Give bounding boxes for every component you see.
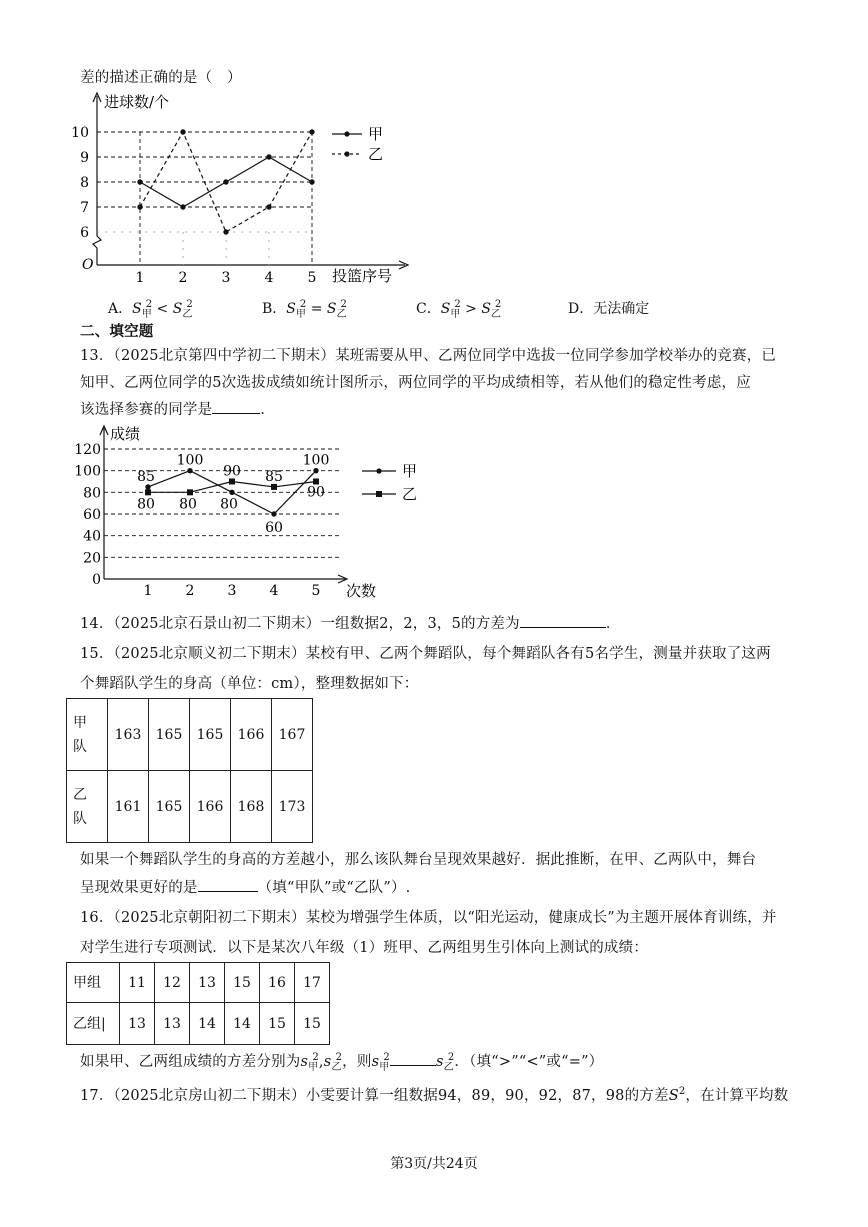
- q16-line3: 如果甲、乙两组成绩的方差分别为$s_甲^2,s_乙^2$，则$s_甲^2$ $s_乙^2$．（填“>”“<”或“=”）: [80, 1052, 604, 1073]
- chart2-xtick: 1: [143, 583, 153, 599]
- chart2-data-label-jia: 100: [302, 452, 330, 469]
- chart1-point: [223, 229, 228, 234]
- chart1-point: [223, 179, 228, 184]
- chart2-data-label-yi: 90: [307, 484, 325, 501]
- legend2-jia-label: 甲: [402, 462, 418, 480]
- chart2-ytick: 60: [83, 507, 101, 523]
- chart1-ytick: 7: [80, 200, 89, 216]
- q13-line3-text: 该选择参赛的同学是: [80, 402, 213, 418]
- q16-line3-mid: ，则: [342, 1054, 372, 1070]
- q15-line4-tail: （填“甲队”或“乙队”）.: [257, 880, 411, 896]
- chart2-data-label-jia: 85: [137, 468, 155, 485]
- chart2-data-label-yi: 90: [223, 463, 241, 480]
- chart1-xtick: 3: [221, 270, 231, 286]
- chart2-data-label-jia: 80: [220, 496, 238, 513]
- q13-answer-blank[interactable]: [212, 401, 260, 414]
- table-row: [67, 963, 330, 1003]
- chart1-xtick: 1: [135, 270, 145, 286]
- q16-line1: 16．（2025北京朝阳初二下期末）某校为增强学生体质，以“阳光运动，健康成长”为主题开展体育训练，并: [80, 910, 777, 926]
- q16-answer-blank[interactable]: [390, 1053, 436, 1066]
- group-cell: 乙组|: [67, 1003, 120, 1045]
- chart2-xlabel: 次数: [346, 582, 377, 600]
- chart1-xtick: 2: [178, 270, 188, 286]
- table-cell: 15: [295, 1003, 330, 1045]
- table-cell: 163: [108, 699, 149, 771]
- chart1-ytick: 9: [80, 150, 89, 166]
- chart2-data-label-yi: 85: [265, 468, 283, 485]
- chart2-data-label-jia: 100: [176, 452, 204, 469]
- q14-line: 14．（2025北京石景山初二下期末）一组数据2，2，3，5的方差为 ．: [80, 616, 621, 632]
- q12-choices: [0, 298, 868, 318]
- legend2-yi-marker: [376, 491, 382, 497]
- table-row: [67, 771, 313, 843]
- choice-d-text: 无法确定: [593, 301, 650, 317]
- chart1-xlabel: 投篮序号: [332, 267, 393, 285]
- choice-c[interactable]: C．$S_甲^2 > S_乙^2$: [416, 299, 502, 320]
- chart1-point: [309, 129, 314, 134]
- chart1-xtick: 5: [307, 270, 317, 286]
- table-cell: 165: [190, 699, 231, 771]
- table-cell: 161: [108, 771, 149, 843]
- q15-line3: 如果一个舞蹈队学生的身高的方差越小，那么该队舞台呈现效果越好．据此推断，在甲、乙两队中，舞台: [80, 852, 757, 868]
- chart2-xtick: 2: [185, 583, 195, 599]
- chart2-ytick: 80: [83, 485, 101, 502]
- chart1-point: [266, 154, 271, 159]
- chart2-point-jia: [271, 511, 276, 516]
- chart2-point-jia: [229, 490, 234, 495]
- group-cell: 甲组: [67, 963, 120, 1003]
- chart-basketball-goals: [70, 88, 430, 288]
- q15-line1: 15．（2025北京顺义初二下期末）某校有甲、乙两个舞蹈队，每个舞蹈队各有5名学生，测量并获取了这两: [80, 646, 771, 662]
- chart1-ytick: 8: [80, 175, 89, 191]
- chart1-tick-labels: [71, 125, 316, 286]
- table-cell: 13: [190, 963, 225, 1003]
- table-cell: 165: [149, 699, 190, 771]
- q14-text: 14．（2025北京石景山初二下期末）一组数据2，2，3，5的方差为: [80, 616, 520, 632]
- chart2-xtick: 3: [227, 583, 237, 599]
- chart1-origin: O: [82, 257, 94, 273]
- choice-b-label: B．: [262, 301, 287, 317]
- table-cell: 13: [120, 1003, 155, 1045]
- table-cell: 12: [155, 963, 190, 1003]
- chart1-ytick: 10: [71, 125, 89, 141]
- chart2-legend: [362, 462, 417, 503]
- chart1-point: [309, 179, 314, 184]
- q12-question-tail: 差的描述正确的是（ ）: [80, 70, 242, 86]
- choice-a-label: A．: [108, 301, 133, 317]
- chart2-data-label-yi: 80: [179, 496, 197, 513]
- chart2-ytick: 120: [74, 442, 101, 458]
- q15-line4-text: 呈现效果更好的是: [80, 880, 198, 896]
- q16-line3-text: 如果甲、乙两组成绩的方差分别为: [80, 1054, 301, 1070]
- legend2-jia-marker: [376, 468, 381, 473]
- chart2-ytick: 100: [74, 463, 101, 480]
- chart-score-comparison: [70, 422, 440, 602]
- q15-line2: 个舞蹈队学生的身高（单位：cm），整理数据如下：: [80, 676, 419, 692]
- legend-yi-marker: [344, 151, 349, 156]
- chart2-data-label-yi: 80: [137, 496, 155, 513]
- q17-text: 17．（2025北京房山初二下期末）小雯要计算一组数据94，89，90，92，87，98的方差: [80, 1088, 669, 1104]
- table-cell: 15: [260, 1003, 295, 1045]
- table-cell: 13: [155, 1003, 190, 1045]
- q15-line4: [80, 876, 410, 897]
- legend-jia-label: 甲: [368, 125, 384, 143]
- q17-tail: ，在计算平均数: [685, 1088, 789, 1104]
- choice-a[interactable]: A．$S_甲^2 < S_乙^2$: [108, 299, 193, 320]
- chart2-ytick: 0: [92, 572, 101, 588]
- q13-line3: 该选择参赛的同学是 ．: [80, 402, 276, 418]
- chart1-legend: [332, 125, 383, 163]
- chart1-gridlines: [97, 132, 312, 265]
- chart2-xtick: 5: [311, 583, 321, 599]
- chart2-data-label-jia: 60: [265, 520, 283, 536]
- chart2-ytick: 20: [83, 550, 101, 567]
- choice-d[interactable]: [568, 298, 649, 318]
- chart1-point: [180, 129, 185, 134]
- table-row: [67, 699, 313, 771]
- chart1-point: [266, 204, 271, 209]
- table-row: [67, 1003, 330, 1045]
- table-cell: 167: [272, 699, 313, 771]
- legend2-yi-label: 乙: [402, 485, 418, 503]
- table-cell: 173: [272, 771, 313, 843]
- chart1-xtick: 4: [264, 270, 274, 286]
- team-cell: 乙 队: [67, 771, 108, 843]
- q13-line2: 知甲、乙两位同学的5次选拔成绩如统计图所示，两位同学的平均成绩相等，若从他们的稳定性考虑，应: [80, 375, 751, 391]
- chart2-point-yi: [187, 489, 193, 495]
- table-cell: 15: [225, 963, 260, 1003]
- team-cell: 甲 队: [67, 699, 108, 771]
- chart2-xtick: 4: [269, 583, 279, 599]
- table-cell: 168: [231, 771, 272, 843]
- chart1-axis-break: [93, 236, 101, 248]
- table-cell: 166: [231, 699, 272, 771]
- chart2-ylabel: 成绩: [110, 425, 141, 443]
- table-cell: 166: [190, 771, 231, 843]
- chart1-ylabel: 进球数/个: [104, 93, 170, 111]
- legend-jia-marker: [344, 131, 349, 136]
- chart1-ytick: 6: [80, 225, 89, 241]
- chart1-point: [180, 204, 185, 209]
- q15-answer-blank[interactable]: [198, 879, 258, 892]
- q16-line2: 对学生进行专项测试．以下是某次八年级（1）班甲、乙两组男生引体向上测试的成绩：: [80, 940, 649, 956]
- chart2-point-jia: [145, 484, 150, 489]
- table-cell: 14: [225, 1003, 260, 1045]
- section-fill-in-title: 二、填空题: [80, 323, 154, 340]
- table-cell: 16: [260, 963, 295, 1003]
- q14-answer-blank[interactable]: [520, 615, 606, 628]
- choice-b[interactable]: B．$S_甲^2 = S_乙^2$: [262, 299, 347, 320]
- table-cell: 165: [149, 771, 190, 843]
- q13-line1: 13．（2025北京第四中学初二下期末）某班需要从甲、乙两位同学中选拔一位同学参加学校举办的竞赛，已: [80, 348, 777, 364]
- chart2-ytick: 40: [83, 528, 101, 545]
- choice-d-label: D．: [568, 301, 594, 317]
- chart1-point: [137, 204, 142, 209]
- page-footer: 第3页/共24页: [390, 1156, 478, 1172]
- table-cell: 14: [190, 1003, 225, 1045]
- q17-line1: 17．（2025北京房山初二下期末）小雯要计算一组数据94，89，90，92，87，98的方差$S^2$，在计算平均数: [80, 1086, 789, 1104]
- chart1-point: [137, 179, 142, 184]
- table-cell: 17: [295, 963, 330, 1003]
- chart2-point-jia: [313, 468, 318, 473]
- q16-pullup-table: [66, 962, 330, 1045]
- q15-height-table: [66, 698, 313, 843]
- legend-yi-label: 乙: [368, 145, 384, 163]
- chart2-point-jia: [187, 468, 192, 473]
- q16-line3-tail: ．（填“>”“<”或“=”）: [454, 1054, 604, 1070]
- chart2-point-yi: [145, 489, 151, 495]
- choice-c-label: C．: [416, 301, 441, 317]
- table-cell: 11: [120, 963, 155, 1003]
